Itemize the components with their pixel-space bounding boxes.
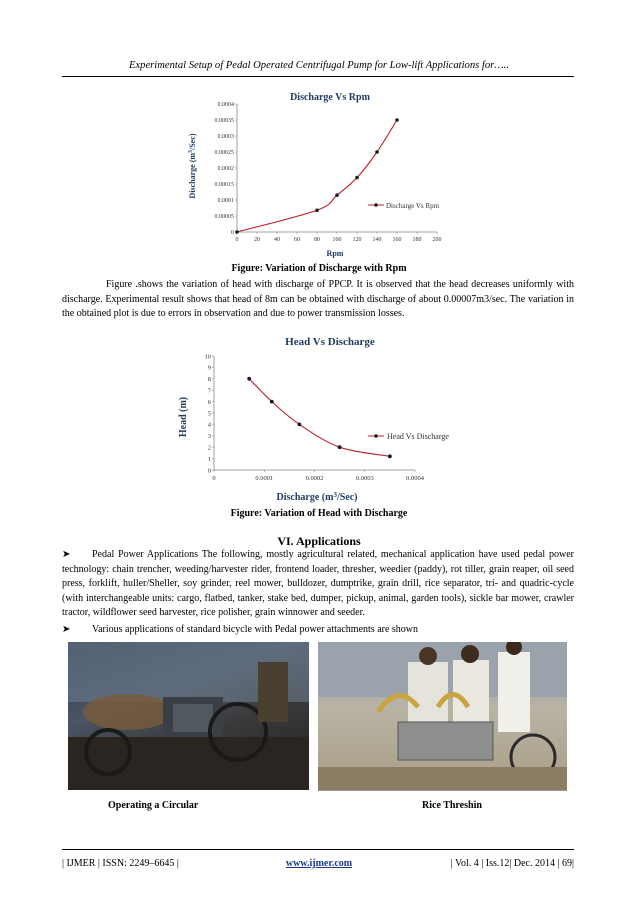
data-point [247,377,251,381]
y-tick-label: 9 [207,364,211,372]
data-point [338,445,342,449]
footer-website-link[interactable]: www.ijmer.com [285,858,353,869]
header-rule [62,76,574,77]
y-tick-label: 0.0002 [217,166,234,173]
y-tick-label: 0.00015 [214,182,234,189]
x-tick-label: 40 [274,237,280,243]
chart-title: Head Vs Discharge [285,336,375,348]
footer-issue-info: | Vol. 4 | Iss.12| Dec. 2014 | 69| [450,858,574,869]
x-tick-label: 0.0001 [255,475,274,482]
data-point [388,454,392,458]
data-point [355,176,359,180]
y-tick-label: 1 [207,455,211,463]
x-axis-label: Rpm [326,249,344,258]
x-tick-label: 0 [235,237,239,243]
y-tick-label: 0.00005 [214,214,234,221]
y-tick-label: 5 [207,410,211,418]
y-axis-label: Head (m) [178,396,189,438]
y-tick-label: 0.00025 [214,150,234,157]
data-point [298,423,302,427]
data-point [375,150,379,154]
photo-caption: Operating a Circular [108,800,199,811]
bullet-item [62,623,574,638]
x-tick-label: 20 [254,237,260,243]
photo-caption: Rice Threshin [422,800,482,811]
series-line [249,379,390,457]
photo-divider [318,790,567,791]
discharge-vs-rpm-chart [185,86,460,258]
legend [368,202,440,210]
y-tick-label: 10 [204,353,211,361]
series-line [237,120,397,232]
photo-circular-saw [68,642,309,790]
bullet-text: Pedal Power Applications The following, mostly agricultural related, mechanical application have used pedal power technology: chain trencher, weeding/harvester rider, frontend loader, thresher, weedier (paddy), rot tiller, grain reaper, oil seed press, forklift, huller/Sheller, soy grinder, reel mower, bulldozer, dumptrike, grain drill, rice separator, tri- and quadric-cycle (with interchangeable units: cargo, flatbed, tanker, stake bed, dumper, pickup, animal, garden tools), sickle bar mower, crawler tractor, wildflower seed harvester, rice polisher, grain winnower and seeder. [62,549,574,618]
x-tick-label: 140 [372,237,382,243]
data-point [315,208,319,212]
y-tick-label: 3 [207,433,211,441]
y-tick-label: 0.0003 [217,134,234,141]
bullet-text: Various applications of standard bicycle with Pedal power attachments are shown [92,624,419,635]
y-tick-label: 0.0001 [217,198,234,205]
x-tick-label: 200 [432,237,442,243]
x-tick-label: 100 [332,237,342,243]
y-axis-label: Discharge $(m^3/Sec)$ [188,133,197,199]
x-tick-label: 0.0003 [355,475,374,482]
x-tick-label: 0.0004 [406,475,424,482]
figure-caption: Figure: Variation of Discharge with Rpm [231,263,407,274]
legend-label: Head Vs Discharge [387,432,449,441]
x-tick-label: 60 [294,237,300,243]
y-tick-label: 0 [231,230,234,237]
x-tick-label: 180 [412,237,422,243]
data-point [270,400,274,404]
bullet-item [62,548,574,621]
y-tick-label: 0 [207,467,211,475]
y-tick-label: 6 [207,398,211,406]
y-tick-label: 0.0004 [217,102,234,109]
x-tick-label: 0.0002 [305,475,324,482]
y-tick-label: 2 [207,444,211,452]
y-tick-label: 0.00035 [214,118,234,125]
x-tick-label: 0 [212,475,216,482]
x-axis-label: Discharge $(m^3/Sec)$ [276,491,358,503]
data-point [235,230,239,234]
footer-journal: | IJMER | ISSN: 2249–6645 | [62,858,179,869]
footer-rule [62,849,574,850]
x-tick-label: 120 [352,237,362,243]
x-tick-label: 80 [314,237,320,243]
y-tick-label: 8 [207,376,211,384]
bullet-arrow-icon: ➤ [62,549,71,560]
bullet-arrow-icon: ➤ [62,624,71,635]
chart-title: Discharge Vs Rpm [290,92,370,103]
data-point [335,193,339,197]
running-header: Experimental Setup of Pedal Operated Centrifugal Pump for Low-lift Applications for….. [129,60,509,71]
x-tick-label: 160 [392,237,402,243]
photo-rice-thresher [318,642,567,790]
figure-caption: Figure: Variation of Head with Discharge [230,508,408,519]
y-tick-label: 4 [207,421,211,429]
legend [368,432,449,441]
section-heading: VI. Applications [277,534,361,548]
data-point [395,118,399,122]
head-vs-discharge-chart [172,334,472,506]
y-tick-label: 7 [207,387,211,395]
legend-label: Discharge Vs Rpm [386,202,440,210]
body-paragraph: Figure .shows the variation of head with discharge of PPCP. It is observed that the head decreases uniformly with discharge. Experimental result shows that head of 8m can be obtained with discharge of about 0.00007m3/sec. The variation in the obtained plot is due to errors in observation and due to power transmission losses. [62,279,574,319]
